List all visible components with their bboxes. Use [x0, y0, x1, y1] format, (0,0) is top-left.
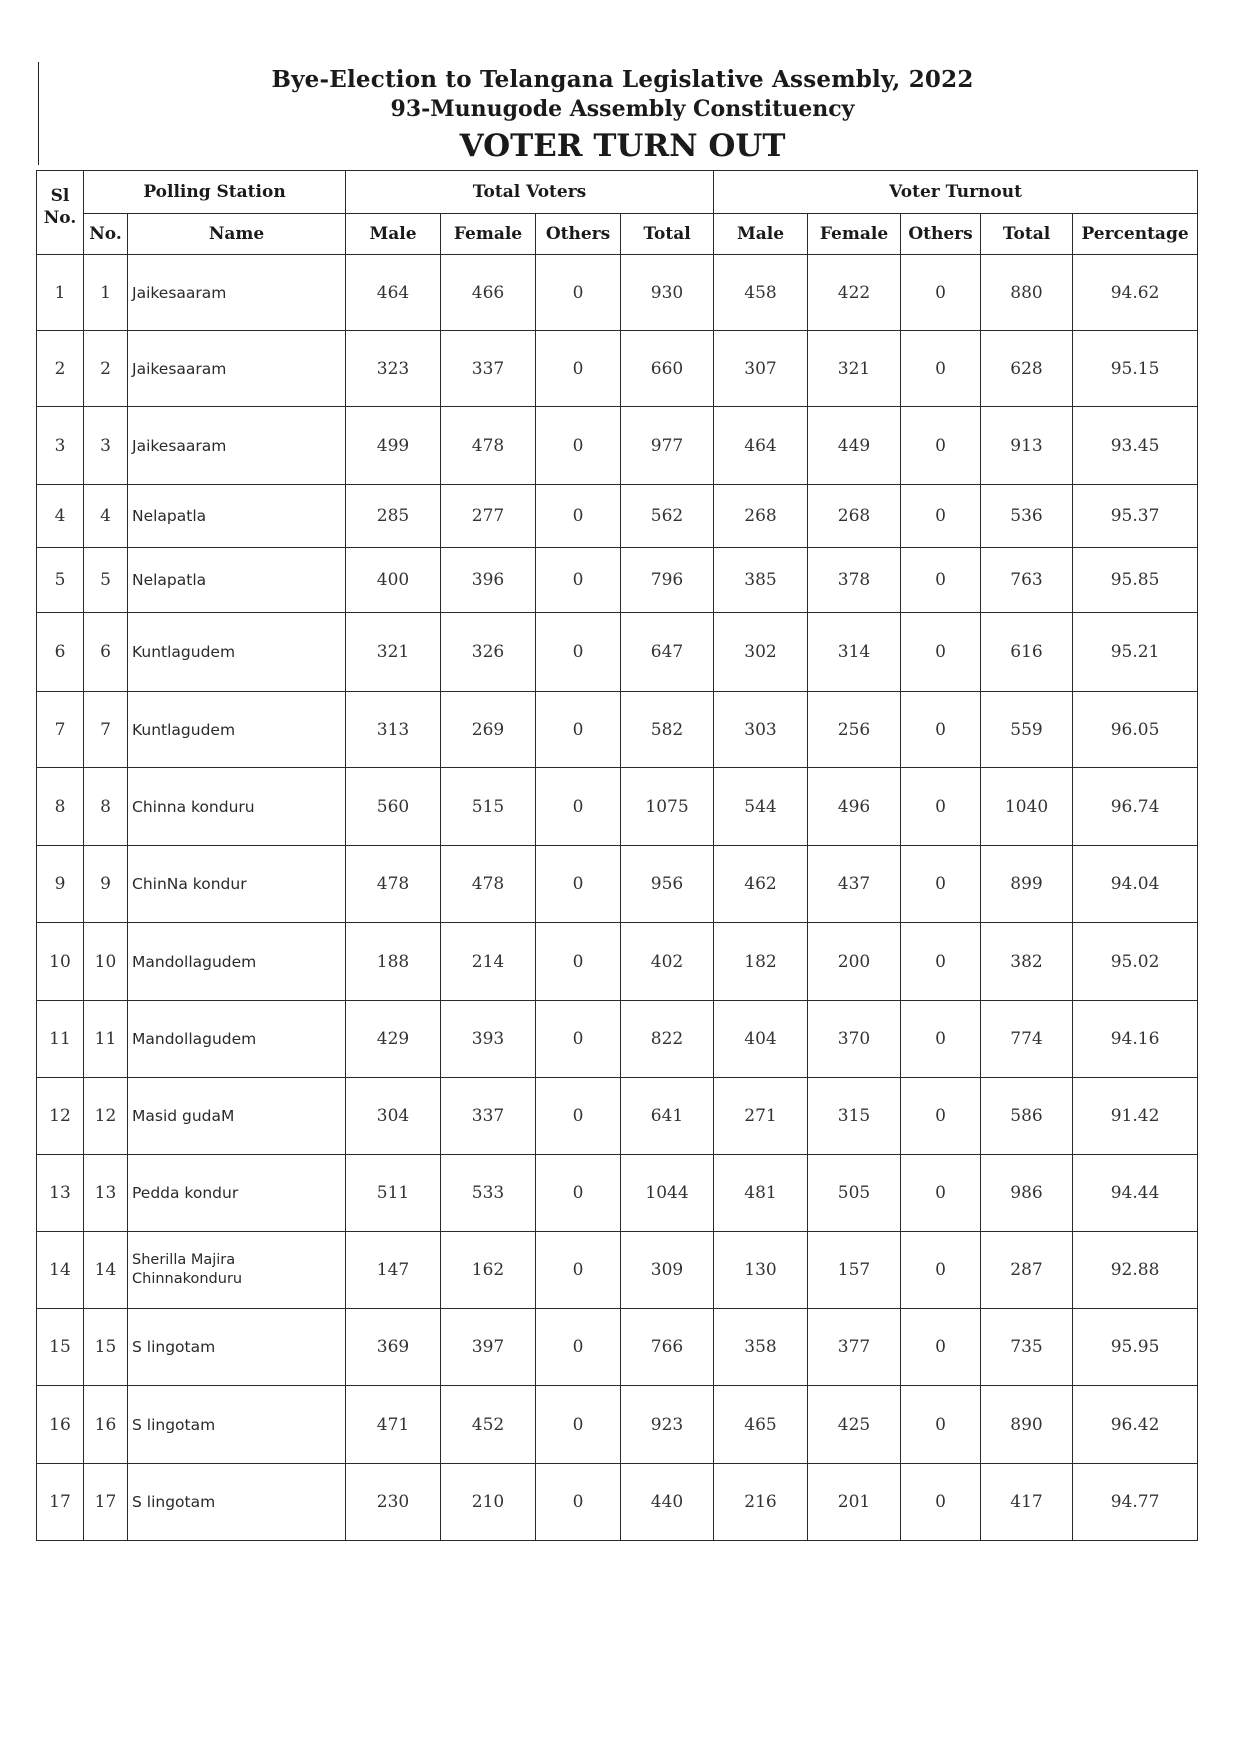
cell-tv-others: 0: [536, 1078, 621, 1155]
cell-vt-others: 0: [901, 923, 981, 1001]
header-vt-male: Male: [714, 214, 808, 255]
cell-vt-female: 496: [808, 768, 901, 846]
cell-tv-total: 641: [621, 1078, 714, 1155]
cell-vt-male: 307: [714, 331, 808, 407]
cell-vt-others: 0: [901, 255, 981, 331]
cell-sl-no: 13: [37, 1155, 84, 1232]
cell-tv-total: 562: [621, 485, 714, 548]
cell-vt-others: 0: [901, 331, 981, 407]
cell-tv-others: 0: [536, 1155, 621, 1232]
cell-percentage: 91.42: [1073, 1078, 1198, 1155]
cell-station-no: 7: [84, 692, 128, 768]
cell-tv-others: 0: [536, 692, 621, 768]
cell-vt-female: 201: [808, 1464, 901, 1541]
cell-vt-female: 422: [808, 255, 901, 331]
title-constituency: 93-Munugode Assembly Constituency: [390, 96, 855, 122]
cell-percentage: 95.02: [1073, 923, 1198, 1001]
cell-vt-female: 200: [808, 923, 901, 1001]
cell-tv-others: 0: [536, 331, 621, 407]
cell-vt-female: 321: [808, 331, 901, 407]
cell-percentage: 95.37: [1073, 485, 1198, 548]
cell-vt-others: 0: [901, 613, 981, 692]
cell-station-no: 15: [84, 1309, 128, 1386]
cell-vt-male: 303: [714, 692, 808, 768]
header-vt-total: Total: [981, 214, 1073, 255]
cell-vt-total: 382: [981, 923, 1073, 1001]
cell-tv-male: 400: [346, 548, 441, 613]
cell-vt-total: 986: [981, 1155, 1073, 1232]
cell-vt-others: 0: [901, 1309, 981, 1386]
cell-tv-others: 0: [536, 1464, 621, 1541]
cell-vt-total: 913: [981, 407, 1073, 485]
cell-percentage: 96.05: [1073, 692, 1198, 768]
cell-station-no: 14: [84, 1232, 128, 1309]
cell-tv-total: 582: [621, 692, 714, 768]
cell-tv-female: 162: [441, 1232, 536, 1309]
cell-percentage: 94.77: [1073, 1464, 1198, 1541]
cell-vt-male: 271: [714, 1078, 808, 1155]
cell-station-name: S lingotam: [128, 1464, 346, 1541]
cell-percentage: 94.62: [1073, 255, 1198, 331]
table-row: [37, 1155, 1198, 1232]
cell-percentage: 94.44: [1073, 1155, 1198, 1232]
voter-turnout-table: [36, 170, 1198, 1541]
cell-vt-male: 464: [714, 407, 808, 485]
cell-vt-male: 458: [714, 255, 808, 331]
cell-vt-male: 404: [714, 1001, 808, 1078]
cell-tv-female: 393: [441, 1001, 536, 1078]
cell-vt-total: 774: [981, 1001, 1073, 1078]
header-voter-turnout: Voter Turnout: [714, 171, 1198, 214]
cell-vt-male: 462: [714, 846, 808, 923]
cell-station-name: Jaikesaaram: [128, 331, 346, 407]
cell-vt-female: 425: [808, 1386, 901, 1464]
table-row: [37, 485, 1198, 548]
cell-station-no: 3: [84, 407, 128, 485]
cell-tv-female: 396: [441, 548, 536, 613]
cell-tv-others: 0: [536, 548, 621, 613]
cell-station-no: 1: [84, 255, 128, 331]
header-tv-female: Female: [441, 214, 536, 255]
cell-tv-female: 277: [441, 485, 536, 548]
cell-sl-no: 1: [37, 255, 84, 331]
cell-vt-female: 437: [808, 846, 901, 923]
cell-vt-male: 385: [714, 548, 808, 613]
cell-vt-female: 314: [808, 613, 901, 692]
cell-vt-others: 0: [901, 1001, 981, 1078]
cell-tv-male: 304: [346, 1078, 441, 1155]
cell-station-no: 2: [84, 331, 128, 407]
cell-station-name: S lingotam: [128, 1386, 346, 1464]
cell-sl-no: 16: [37, 1386, 84, 1464]
cell-vt-male: 182: [714, 923, 808, 1001]
cell-tv-male: 560: [346, 768, 441, 846]
cell-tv-total: 796: [621, 548, 714, 613]
cell-percentage: 94.16: [1073, 1001, 1198, 1078]
cell-vt-male: 216: [714, 1464, 808, 1541]
cell-vt-total: 899: [981, 846, 1073, 923]
cell-tv-female: 466: [441, 255, 536, 331]
cell-vt-others: 0: [901, 1386, 981, 1464]
header-tv-others: Others: [536, 214, 621, 255]
cell-sl-no: 11: [37, 1001, 84, 1078]
table-row: [37, 407, 1198, 485]
cell-sl-no: 10: [37, 923, 84, 1001]
cell-percentage: 95.21: [1073, 613, 1198, 692]
cell-tv-male: 230: [346, 1464, 441, 1541]
cell-tv-total: 956: [621, 846, 714, 923]
cell-station-no: 6: [84, 613, 128, 692]
cell-tv-female: 337: [441, 1078, 536, 1155]
cell-tv-male: 285: [346, 485, 441, 548]
cell-station-name: Mandollagudem: [128, 923, 346, 1001]
cell-percentage: 93.45: [1073, 407, 1198, 485]
header-name: Name: [128, 214, 346, 255]
cell-station-name: Chinna konduru: [128, 768, 346, 846]
cell-vt-male: 302: [714, 613, 808, 692]
cell-vt-total: 628: [981, 331, 1073, 407]
cell-station-name: Kuntlagudem: [128, 692, 346, 768]
cell-vt-male: 481: [714, 1155, 808, 1232]
cell-station-name: Mandollagudem: [128, 1001, 346, 1078]
cell-tv-female: 214: [441, 923, 536, 1001]
cell-tv-others: 0: [536, 846, 621, 923]
cell-vt-female: 370: [808, 1001, 901, 1078]
cell-vt-male: 465: [714, 1386, 808, 1464]
cell-sl-no: 7: [37, 692, 84, 768]
header-no: No.: [84, 214, 128, 255]
cell-percentage: 96.74: [1073, 768, 1198, 846]
cell-sl-no: 15: [37, 1309, 84, 1386]
cell-tv-female: 515: [441, 768, 536, 846]
cell-vt-male: 544: [714, 768, 808, 846]
cell-tv-total: 766: [621, 1309, 714, 1386]
cell-tv-others: 0: [536, 923, 621, 1001]
cell-station-name: ChinNa kondur: [128, 846, 346, 923]
header-vt-others: Others: [901, 214, 981, 255]
table-row: [37, 255, 1198, 331]
cell-tv-female: 397: [441, 1309, 536, 1386]
cell-station-name: Nelapatla: [128, 485, 346, 548]
cell-vt-others: 0: [901, 768, 981, 846]
cell-station-no: 5: [84, 548, 128, 613]
cell-tv-male: 478: [346, 846, 441, 923]
cell-vt-male: 358: [714, 1309, 808, 1386]
cell-sl-no: 12: [37, 1078, 84, 1155]
header-sl-no: Sl No.: [37, 171, 84, 255]
cell-sl-no: 8: [37, 768, 84, 846]
cell-station-no: 17: [84, 1464, 128, 1541]
cell-tv-female: 337: [441, 331, 536, 407]
title-voter-turnout: VOTER TURN OUT: [459, 128, 786, 164]
cell-tv-female: 478: [441, 846, 536, 923]
cell-percentage: 95.15: [1073, 331, 1198, 407]
cell-sl-no: 17: [37, 1464, 84, 1541]
cell-tv-male: 471: [346, 1386, 441, 1464]
cell-vt-total: 735: [981, 1309, 1073, 1386]
cell-station-name: Sherilla Majira Chinnakonduru: [128, 1232, 346, 1309]
cell-sl-no: 6: [37, 613, 84, 692]
cell-tv-male: 429: [346, 1001, 441, 1078]
cell-vt-others: 0: [901, 485, 981, 548]
cell-tv-female: 326: [441, 613, 536, 692]
cell-tv-total: 660: [621, 331, 714, 407]
cell-tv-total: 822: [621, 1001, 714, 1078]
table-row: [37, 548, 1198, 613]
cell-tv-total: 977: [621, 407, 714, 485]
cell-tv-total: 1044: [621, 1155, 714, 1232]
cell-tv-male: 511: [346, 1155, 441, 1232]
cell-tv-female: 210: [441, 1464, 536, 1541]
cell-tv-male: 321: [346, 613, 441, 692]
cell-vt-total: 586: [981, 1078, 1073, 1155]
cell-station-name: S lingotam: [128, 1309, 346, 1386]
cell-percentage: 92.88: [1073, 1232, 1198, 1309]
cell-vt-total: 1040: [981, 768, 1073, 846]
cell-vt-others: 0: [901, 1464, 981, 1541]
cell-vt-others: 0: [901, 548, 981, 613]
cell-vt-others: 0: [901, 1078, 981, 1155]
cell-vt-others: 0: [901, 407, 981, 485]
cell-tv-others: 0: [536, 407, 621, 485]
cell-tv-others: 0: [536, 1309, 621, 1386]
cell-vt-female: 315: [808, 1078, 901, 1155]
cell-vt-total: 559: [981, 692, 1073, 768]
header-vt-female: Female: [808, 214, 901, 255]
table-row: [37, 1309, 1198, 1386]
cell-tv-female: 452: [441, 1386, 536, 1464]
cell-station-no: 16: [84, 1386, 128, 1464]
cell-vt-male: 268: [714, 485, 808, 548]
cell-sl-no: 3: [37, 407, 84, 485]
cell-sl-no: 2: [37, 331, 84, 407]
cell-tv-female: 478: [441, 407, 536, 485]
cell-station-no: 12: [84, 1078, 128, 1155]
cell-percentage: 96.42: [1073, 1386, 1198, 1464]
cell-tv-male: 464: [346, 255, 441, 331]
cell-tv-others: 0: [536, 613, 621, 692]
cell-station-no: 8: [84, 768, 128, 846]
cell-vt-others: 0: [901, 692, 981, 768]
table-row: [37, 613, 1198, 692]
cell-percentage: 94.04: [1073, 846, 1198, 923]
cell-tv-male: 499: [346, 407, 441, 485]
cell-vt-total: 536: [981, 485, 1073, 548]
cell-tv-total: 923: [621, 1386, 714, 1464]
header-tv-male: Male: [346, 214, 441, 255]
cell-vt-female: 157: [808, 1232, 901, 1309]
cell-vt-others: 0: [901, 846, 981, 923]
cell-vt-total: 880: [981, 255, 1073, 331]
cell-station-no: 10: [84, 923, 128, 1001]
cell-station-no: 13: [84, 1155, 128, 1232]
table-row: [37, 923, 1198, 1001]
cell-vt-total: 763: [981, 548, 1073, 613]
table-row: [37, 331, 1198, 407]
cell-vt-total: 890: [981, 1386, 1073, 1464]
cell-station-name: Jaikesaaram: [128, 407, 346, 485]
table-row: [37, 1232, 1198, 1309]
cell-vt-female: 377: [808, 1309, 901, 1386]
cell-station-no: 4: [84, 485, 128, 548]
cell-tv-female: 533: [441, 1155, 536, 1232]
cell-sl-no: 5: [37, 548, 84, 613]
cell-tv-total: 309: [621, 1232, 714, 1309]
cell-sl-no: 4: [37, 485, 84, 548]
table-body: [37, 255, 1198, 1541]
header-percentage: Percentage: [1073, 214, 1198, 255]
cell-tv-others: 0: [536, 485, 621, 548]
cell-vt-total: 417: [981, 1464, 1073, 1541]
cell-tv-others: 0: [536, 1232, 621, 1309]
cell-tv-male: 369: [346, 1309, 441, 1386]
cell-vt-female: 505: [808, 1155, 901, 1232]
table-row: [37, 1078, 1198, 1155]
cell-tv-total: 930: [621, 255, 714, 331]
cell-tv-female: 269: [441, 692, 536, 768]
cell-sl-no: 9: [37, 846, 84, 923]
cell-station-name: Pedda kondur: [128, 1155, 346, 1232]
table-row: [37, 1464, 1198, 1541]
cell-station-name: Masid gudaM: [128, 1078, 346, 1155]
cell-vt-others: 0: [901, 1155, 981, 1232]
header-tv-total: Total: [621, 214, 714, 255]
header-polling-station: Polling Station: [84, 171, 346, 214]
cell-vt-female: 268: [808, 485, 901, 548]
cell-tv-male: 313: [346, 692, 441, 768]
cell-percentage: 95.85: [1073, 548, 1198, 613]
cell-vt-others: 0: [901, 1232, 981, 1309]
cell-tv-total: 647: [621, 613, 714, 692]
cell-station-name: Nelapatla: [128, 548, 346, 613]
cell-vt-female: 256: [808, 692, 901, 768]
cell-tv-others: 0: [536, 1386, 621, 1464]
cell-tv-others: 0: [536, 1001, 621, 1078]
cell-vt-total: 287: [981, 1232, 1073, 1309]
cell-tv-total: 402: [621, 923, 714, 1001]
cell-tv-male: 323: [346, 331, 441, 407]
cell-tv-male: 188: [346, 923, 441, 1001]
cell-tv-others: 0: [536, 768, 621, 846]
cell-station-name: Kuntlagudem: [128, 613, 346, 692]
table-row: [37, 1001, 1198, 1078]
cell-tv-total: 1075: [621, 768, 714, 846]
cell-vt-female: 449: [808, 407, 901, 485]
table-row: [37, 692, 1198, 768]
cell-station-no: 11: [84, 1001, 128, 1078]
table-row: [37, 768, 1198, 846]
cell-vt-male: 130: [714, 1232, 808, 1309]
title-election: Bye-Election to Telangana Legislative Assembly, 2022: [271, 66, 974, 93]
cell-percentage: 95.95: [1073, 1309, 1198, 1386]
table-row: [37, 846, 1198, 923]
header-total-voters: Total Voters: [346, 171, 714, 214]
table-row: [37, 1386, 1198, 1464]
cell-tv-total: 440: [621, 1464, 714, 1541]
cell-tv-male: 147: [346, 1232, 441, 1309]
cell-vt-total: 616: [981, 613, 1073, 692]
cell-sl-no: 14: [37, 1232, 84, 1309]
cell-tv-others: 0: [536, 255, 621, 331]
cell-station-no: 9: [84, 846, 128, 923]
cell-station-name: Jaikesaaram: [128, 255, 346, 331]
cell-vt-female: 378: [808, 548, 901, 613]
